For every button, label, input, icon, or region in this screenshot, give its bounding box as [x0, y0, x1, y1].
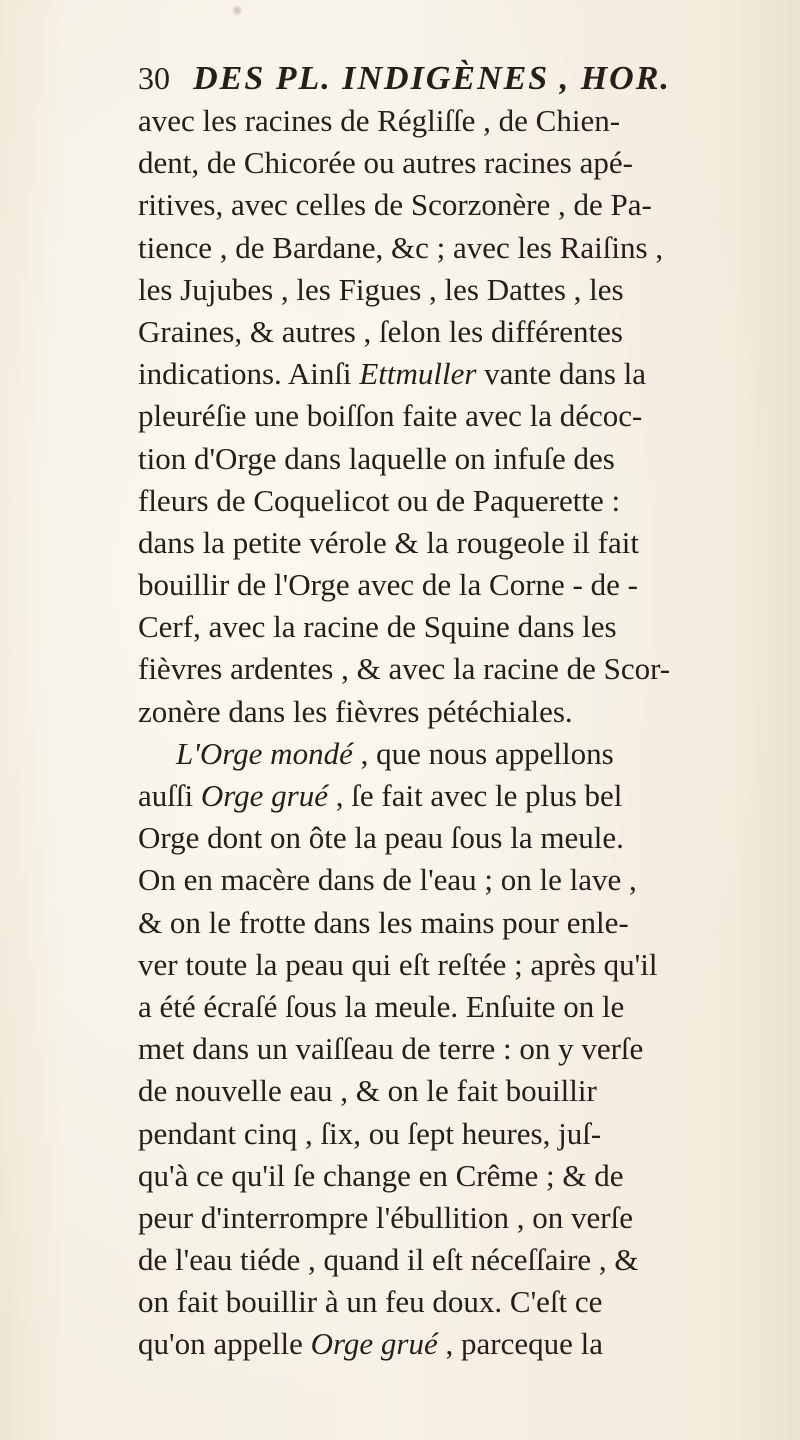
text-line — [138, 269, 798, 311]
text-line — [138, 944, 798, 986]
text-line — [138, 1028, 798, 1070]
line-text: , que nous appellons — [352, 735, 614, 771]
text-line — [138, 100, 798, 142]
line-text: pendant cinq , ſix, ou ſept heures, juſ- — [138, 1115, 602, 1151]
text-line — [138, 522, 798, 564]
line-text: bouillir de l'Orge avec de la Corne - de - — [138, 567, 638, 603]
text-line — [138, 1113, 798, 1155]
line-text: de nouvelle eau , & on le fait bouillir — [138, 1073, 597, 1109]
text-line — [138, 353, 798, 395]
text-line — [138, 1155, 798, 1197]
text-line — [138, 142, 798, 184]
line-text: indications. Ainſi — [138, 356, 360, 392]
line-text: met dans un vaiſſeau de terre : on y verſe — [138, 1031, 644, 1067]
italic-term: L'Orge mondé — [176, 735, 353, 771]
line-text: zonère dans les fièvres pétéchiales. — [138, 693, 573, 729]
line-text: avec les racines de Régliſſe , de Chien- — [138, 103, 621, 138]
line-text: vante dans la — [476, 356, 646, 392]
line-text: Cerf, avec la racine de Squine dans les — [138, 609, 617, 645]
text-line — [138, 691, 798, 733]
line-text: , parceque la — [437, 1326, 603, 1362]
text-line — [138, 606, 798, 648]
line-text: qu'à ce qu'il ſe change en Crême ; & de — [138, 1157, 624, 1193]
text-line — [138, 1070, 798, 1112]
line-text: fleurs de Coquelicot ou de Paquerette : — [138, 482, 621, 518]
line-text: ver toute la peau qui eſt reſtée ; après qu'il — [138, 946, 658, 982]
line-text: fièvres ardentes , & avec la racine de Scor- — [138, 651, 671, 687]
italic-term: Orge grué — [310, 1326, 438, 1362]
page-number: 30 — [138, 60, 170, 96]
line-text: & on le frotte dans les mains pour enle- — [138, 904, 629, 940]
line-text: on fait bouillir à un feu doux. C'eſt ce — [138, 1284, 603, 1320]
text-line — [138, 184, 798, 226]
line-text: dans la petite vérole & la rougeole il fait — [138, 524, 639, 560]
text-line — [138, 859, 798, 901]
text-line — [138, 902, 798, 944]
line-text: Orge dont on ôte la peau ſous la meule. — [138, 820, 624, 856]
text-line — [138, 395, 798, 437]
text-line — [138, 1281, 798, 1323]
italic-term: Orge grué — [200, 778, 328, 813]
text-line — [138, 1323, 798, 1365]
text-line — [138, 227, 798, 269]
line-text: tience , de Bardane, &c ; avec les Raiſins , — [138, 229, 664, 265]
line-text: qu'on appelle — [138, 1326, 311, 1362]
ink-spot — [232, 4, 242, 17]
text-line — [138, 1239, 798, 1281]
text-line — [138, 311, 798, 353]
text-line — [138, 986, 798, 1028]
line-text: peur d'interrompre l'ébullition , on verſe — [138, 1199, 633, 1235]
text-line — [138, 775, 798, 817]
text-line — [138, 1197, 798, 1239]
line-text: les Jujubes , les Figues , les Dattes , les — [138, 271, 624, 307]
italic-term: Ettmuller — [359, 356, 477, 392]
line-text: Graines, & autres , ſelon les différentes — [138, 313, 623, 349]
text-line — [138, 480, 798, 522]
line-text: On en macère dans de l'eau ; on le lave , — [138, 862, 637, 898]
line-text: a été écraſé ſous la meule. Enſuite on le — [138, 988, 625, 1024]
line-text: ritives, avec celles de Scorzonère , de Pa- — [138, 187, 652, 223]
text-line — [138, 817, 798, 859]
running-title: DES PL. INDIGÈNES , HOR. — [193, 60, 671, 97]
line-text: tion d'Orge dans laquelle on infuſe des — [138, 440, 615, 476]
text-line — [138, 564, 798, 606]
body-text — [138, 100, 798, 1366]
line-text: auſſi — [138, 778, 201, 813]
line-text: de l'eau tiéde , quand il eſt néceſſaire , & — [138, 1242, 639, 1278]
line-text: pleuréſie une boiſſon faite avec la décoc- — [138, 398, 643, 434]
line-text: , ſe fait avec le plus bel — [328, 778, 623, 813]
line-text: dent, de Chicorée ou autres racines apé- — [138, 145, 633, 181]
text-line — [138, 438, 798, 480]
text-line — [138, 648, 798, 690]
text-line — [138, 733, 798, 775]
